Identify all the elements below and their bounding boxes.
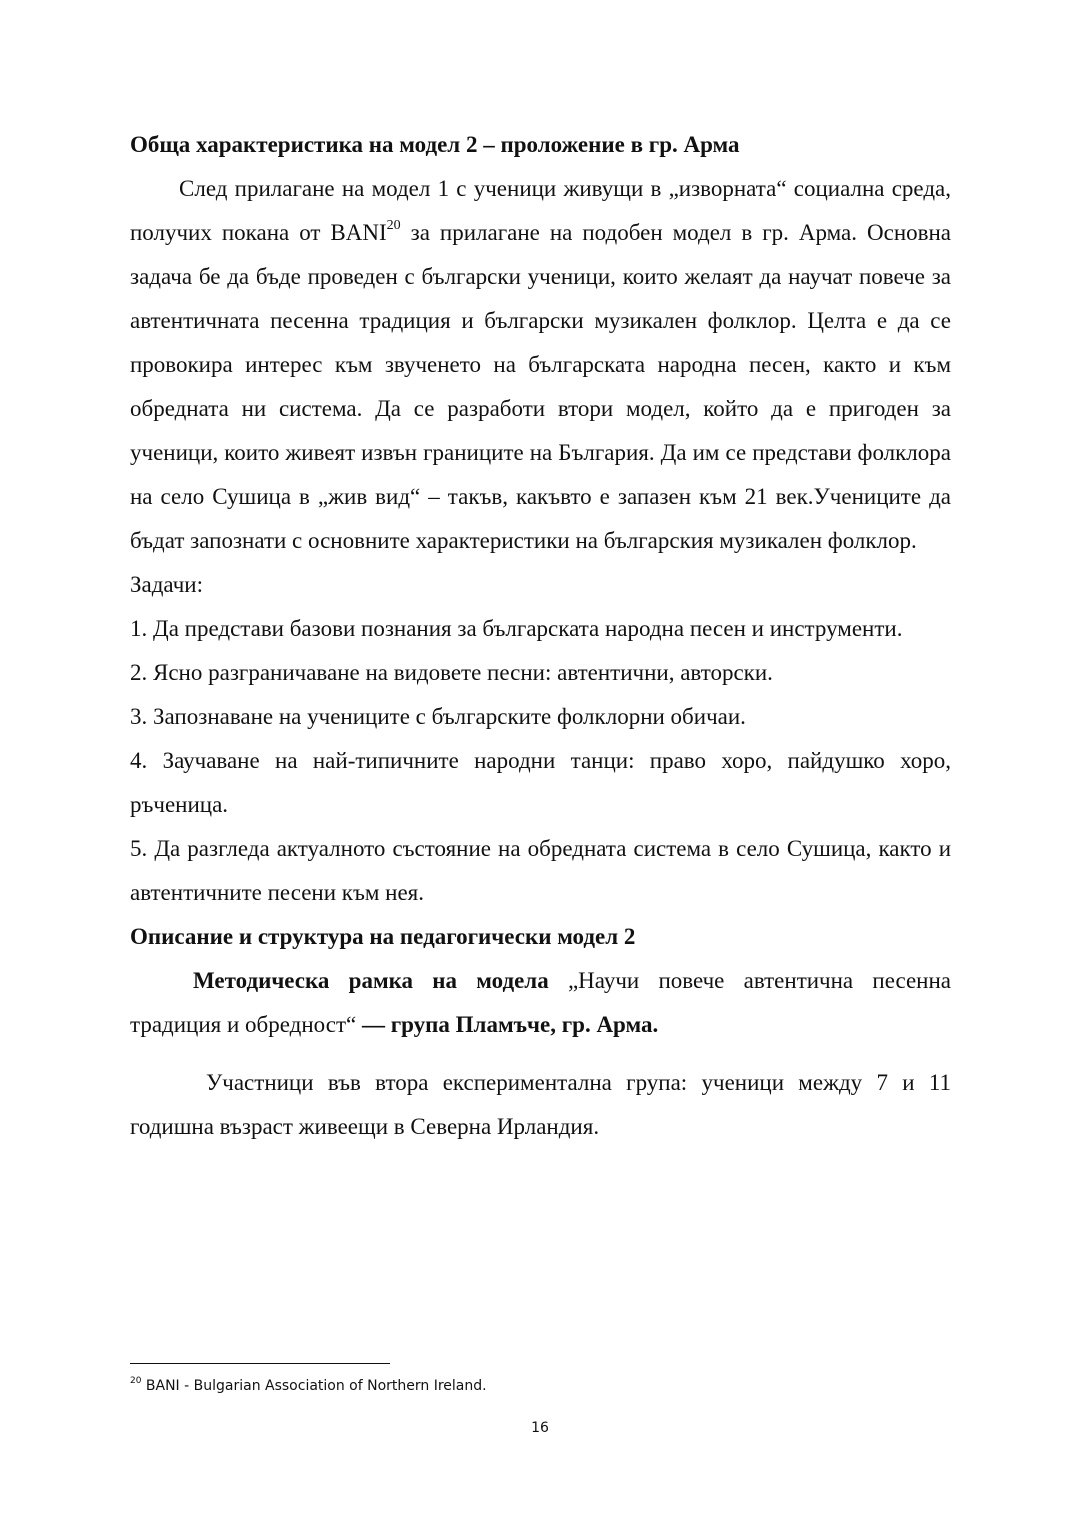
footnote-separator [130, 1363, 390, 1364]
framework-title: „Научи повече автентична песенна традиция и обредност“ [130, 968, 952, 1037]
framework-lead: Методическа рамка на модела [193, 968, 549, 993]
framework-group: — група Пламъче, гр. Арма. [361, 1012, 659, 1037]
section-heading-structure: Описание и структура на педагогически модел 2 [130, 924, 636, 949]
tasks-label: Задачи: [130, 572, 203, 597]
participants-paragraph: Участници във втора експериментална група: ученици между 7 и 11 годишна възраст живеещи в Северна Ирландия. [130, 1070, 951, 1139]
page-number: 16 [531, 1420, 549, 1436]
framework-paragraph [130, 959, 951, 1047]
footnote-number: 20 [130, 1376, 142, 1387]
task-item-2: 2. Ясно разграничаване на видовете песни: автентични, авторски. [130, 660, 773, 685]
task-item-5: 5. Да разгледа актуалното състояние на обредната система в село Сушица, както и автентичните песени към нея. [130, 836, 951, 905]
task-item-1: 1. Да представи базови познания за българската народна песен и инструменти. [130, 616, 903, 641]
intro-text-part-1: След прилагане на модел 1 с ученици живущи в „изворната“ социална среда, получих покана от BANI [130, 176, 951, 245]
footnote [130, 1376, 487, 1396]
footnote-reference[interactable]: 20 [386, 218, 401, 234]
paragraph-spacer [130, 1047, 951, 1061]
intro-text-part-2: за прилагане на подобен модел в гр. Арма. Основна задача бе да бъде проведен с български ученици, които желаят да научат повече за автентичната песенна традиция и български музикален фолклор. Целта е да се провокира интерес към звученето на българската народна песен, както и към обредната ни система. Да се разработи втори модел, който да е пригоден за ученици, които живеят извън границите на България. Да им се представи фолклора на село Сушица в „жив вид“ – такъв, какъвто е запазен към 21 век.Учениците да бъдат запознати с основните характеристики на българския музикален фолклор. [130, 220, 952, 553]
task-item-3: 3. Запознаване на учениците с българските фолклорни обичаи. [130, 704, 746, 729]
footnote-text: BANI - Bulgarian Association of Northern Ireland. [141, 1378, 487, 1394]
page-content [130, 123, 951, 1149]
intro-paragraph [130, 167, 951, 563]
section-heading-model-2: Обща характеристика на модел 2 – проложение в гр. Арма [130, 132, 740, 157]
task-item-4: 4. Заучаване на най-типичните народни танци: право хоро, пайдушко хоро, ръченица. [130, 748, 951, 817]
